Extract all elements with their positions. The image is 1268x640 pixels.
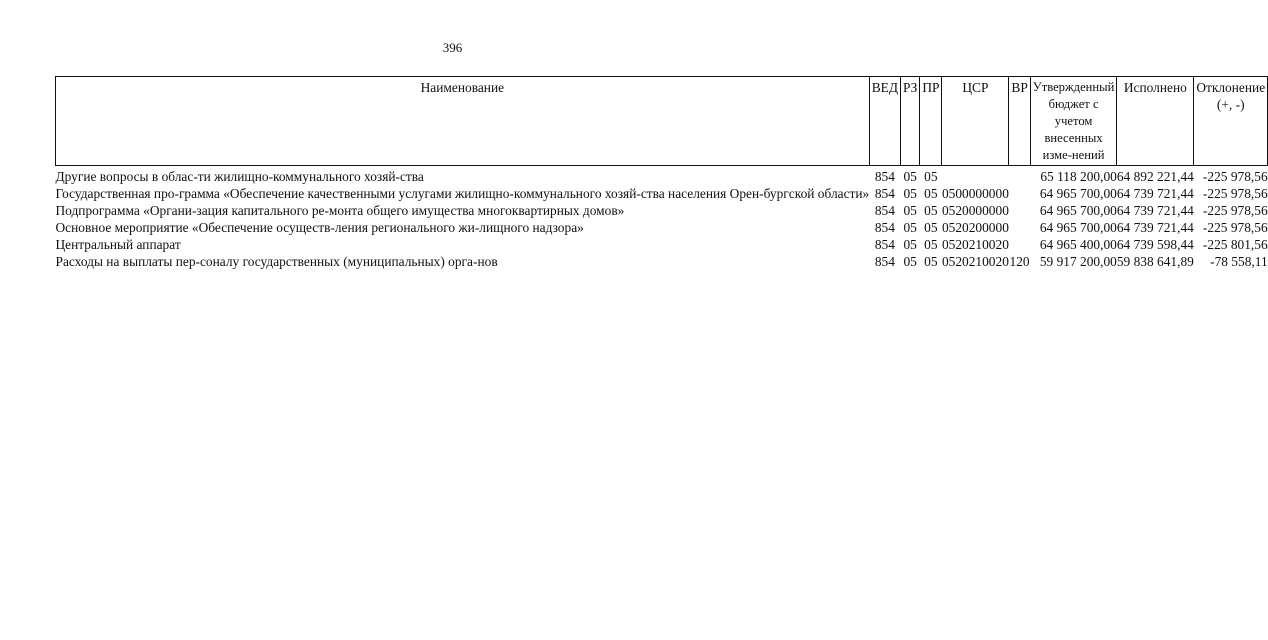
row-vr bbox=[1009, 236, 1030, 253]
row-executed: 64 892 221,44 bbox=[1116, 169, 1194, 184]
header-budget: Утвержденный бюджет с учетом внесенных изме-нений bbox=[1030, 77, 1117, 166]
row-ved: 854 bbox=[874, 169, 895, 184]
row-vr bbox=[1009, 219, 1030, 236]
row-budget: 59 917 200,00 bbox=[1039, 254, 1117, 269]
row-vr bbox=[1009, 185, 1030, 202]
header-name: Наименование bbox=[56, 77, 870, 166]
row-vr bbox=[1009, 168, 1030, 185]
row-budget: 64 965 400,00 bbox=[1039, 237, 1117, 252]
row-pr: 05 bbox=[924, 186, 938, 201]
row-pr: 05 bbox=[924, 237, 938, 252]
row-executed: 64 739 721,44 bbox=[1116, 220, 1194, 235]
table-row bbox=[56, 185, 1268, 202]
page-number: 396 bbox=[442, 40, 463, 55]
row-csr: 0500000000 bbox=[941, 186, 1009, 201]
header-row bbox=[56, 77, 1268, 166]
row-pr: 05 bbox=[924, 220, 938, 235]
row-deviation: -225 801,56 bbox=[1202, 237, 1268, 252]
row-ved: 854 bbox=[874, 220, 895, 235]
budget-execution-table bbox=[55, 76, 1268, 270]
row-budget: 65 118 200,00 bbox=[1040, 169, 1117, 184]
row-name: Центральный аппарат bbox=[55, 237, 181, 252]
row-name: Расходы на выплаты пер-соналу государственных (муниципальных) орга-нов bbox=[55, 254, 498, 269]
row-budget: 64 965 700,00 bbox=[1039, 203, 1117, 218]
row-csr: 0520200000 bbox=[941, 220, 1009, 235]
row-ved: 854 bbox=[874, 203, 895, 218]
row-pr: 05 bbox=[924, 169, 938, 184]
row-pr: 05 bbox=[924, 254, 938, 269]
row-name: Подпрограмма «Органи-зация капитального ре-монта общего имущества многоквартирных домов» bbox=[55, 203, 625, 218]
header-deviation: Отклонение (+, -) bbox=[1194, 77, 1268, 166]
row-ved: 854 bbox=[874, 254, 895, 269]
row-budget: 64 965 700,00 bbox=[1039, 220, 1117, 235]
row-rz: 05 bbox=[903, 203, 917, 218]
table-row bbox=[56, 236, 1268, 253]
table-row bbox=[56, 168, 1268, 185]
table-row bbox=[56, 219, 1268, 236]
row-vr bbox=[1009, 202, 1030, 219]
header-vr: ВР bbox=[1009, 77, 1030, 166]
table-row bbox=[56, 202, 1268, 219]
row-deviation: -225 978,56 bbox=[1202, 186, 1268, 201]
row-executed: 64 739 598,44 bbox=[1116, 237, 1194, 252]
row-csr: 0520000000 bbox=[941, 203, 1009, 218]
row-csr: 0520210020 bbox=[941, 254, 1009, 269]
header-pr: ПР bbox=[920, 77, 942, 166]
row-deviation: -225 978,56 bbox=[1202, 169, 1268, 184]
row-executed: 64 739 721,44 bbox=[1116, 203, 1194, 218]
row-name: Государственная про-грамма «Обеспечение качественными услугами жилищно-коммунального хозяй-ства населения Орен-бургской области» bbox=[55, 186, 870, 201]
row-executed: 59 838 641,89 bbox=[1116, 254, 1194, 269]
row-rz: 05 bbox=[903, 237, 917, 252]
header-csr: ЦСР bbox=[942, 77, 1009, 166]
header-executed: Исполнено bbox=[1117, 77, 1194, 166]
row-deviation: -78 558,11 bbox=[1210, 254, 1268, 269]
row-budget: 64 965 700,00 bbox=[1039, 186, 1117, 201]
row-pr: 05 bbox=[924, 203, 938, 218]
row-ved: 854 bbox=[874, 186, 895, 201]
row-csr: 0520210020 bbox=[941, 237, 1009, 252]
row-name: Другие вопросы в облас-ти жилищно-коммунального хозяй-ства bbox=[55, 169, 424, 184]
row-executed: 64 739 721,44 bbox=[1116, 186, 1194, 201]
row-rz: 05 bbox=[903, 220, 917, 235]
row-rz: 05 bbox=[903, 186, 917, 201]
row-rz: 05 bbox=[903, 254, 917, 269]
header-rz: РЗ bbox=[900, 77, 919, 166]
row-deviation: -225 978,56 bbox=[1202, 220, 1268, 235]
row-ved: 854 bbox=[874, 237, 895, 252]
row-name: Основное мероприятие «Обеспечение осуществ-ления регионального жи-лищного надзора» bbox=[55, 220, 584, 235]
header-ved: ВЕД bbox=[869, 77, 900, 166]
row-rz: 05 bbox=[903, 169, 917, 184]
row-deviation: -225 978,56 bbox=[1202, 203, 1268, 218]
row-csr bbox=[942, 168, 1009, 185]
row-vr: 120 bbox=[1009, 254, 1030, 269]
table-row bbox=[56, 253, 1268, 270]
